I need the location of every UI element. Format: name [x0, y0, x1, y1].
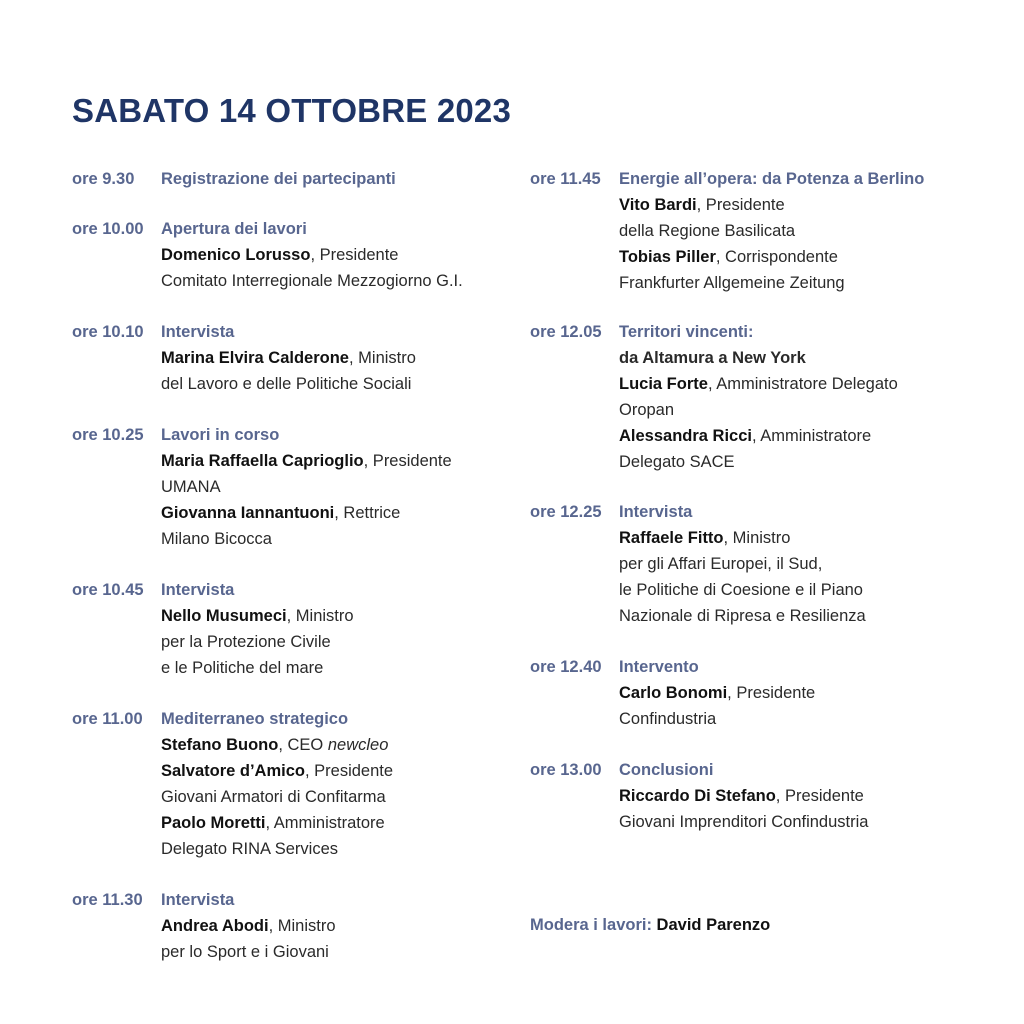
speaker-role: della Regione Basilicata — [619, 222, 796, 240]
page-title: SABATO 14 OTTOBRE 2023 — [72, 92, 512, 129]
speaker-role: , Rettrice — [334, 504, 401, 522]
schedule-entry — [72, 706, 542, 862]
speaker-line — [161, 603, 542, 629]
speaker-name: Domenico Lorusso — [161, 246, 311, 264]
speaker-role: , Presidente — [310, 246, 399, 264]
speaker-line — [619, 603, 1000, 629]
speaker-line — [619, 192, 1000, 218]
speaker-role: Giovani Imprenditori Confindustria — [619, 813, 869, 831]
schedule-entry — [530, 757, 1000, 835]
speaker-line — [161, 242, 542, 268]
speaker-role: Oropan — [619, 401, 675, 419]
speaker-name: Raffaele Fitto — [619, 529, 724, 547]
speaker-line — [161, 784, 542, 810]
speaker-line — [619, 423, 1000, 449]
speaker-role: , Corrispondente — [715, 248, 838, 266]
speaker-line — [619, 218, 1000, 244]
speaker-line — [161, 758, 542, 784]
speaker-name: Vito Bardi — [619, 196, 697, 214]
speaker-role: , Ministro — [268, 917, 336, 935]
speaker-role: per gli Affari Europei, il Sud, — [619, 555, 823, 573]
entry-time: ore 11.45 — [530, 170, 601, 188]
speaker-role: Comitato Interregionale Mezzogiorno G.I. — [161, 272, 463, 290]
speaker-role: , Amministratore — [265, 814, 385, 832]
entry-time: ore 11.30 — [72, 891, 143, 909]
speaker-line — [161, 810, 542, 836]
entry-time: ore 10.45 — [72, 581, 144, 599]
schedule-entry — [530, 499, 1000, 629]
speaker-role: , Amministratore — [751, 427, 872, 445]
speaker-role: , Presidente — [363, 452, 452, 470]
speaker-line — [619, 397, 1000, 423]
speaker-line — [161, 345, 542, 371]
speaker-role: Nazionale di Ripresa e Resilienza — [619, 607, 866, 625]
entry-title-continued: da Altamura a New York — [619, 349, 806, 367]
moderator-label: Modera i lavori: — [530, 916, 652, 934]
entry-title: Intervista — [161, 323, 235, 341]
speaker-name: Alessandra Ricci — [619, 427, 752, 445]
entry-time: ore 11.00 — [72, 710, 143, 728]
speaker-line — [161, 371, 542, 397]
speaker-line — [161, 448, 542, 474]
schedule-entry — [72, 577, 542, 681]
speaker-role: , Ministro — [723, 529, 791, 547]
speaker-line — [619, 551, 1000, 577]
entry-time: ore 10.00 — [72, 220, 144, 238]
speaker-line — [619, 783, 1000, 809]
speaker-role: , Ministro — [286, 607, 354, 625]
schedule-entry — [530, 319, 1000, 475]
speaker-name: Giovanna Iannantuoni — [161, 504, 335, 522]
speaker-role: , Presidente — [304, 762, 394, 780]
speaker-role: Frankfurter Allgemeine Zeitung — [619, 274, 845, 292]
speaker-name: Salvatore d’Amico — [161, 762, 305, 780]
speaker-name: Nello Musumeci — [161, 607, 287, 625]
speaker-name: Andrea Abodi — [161, 917, 269, 935]
speaker-line — [161, 732, 542, 758]
entry-title: Apertura dei lavori — [161, 220, 307, 238]
entry-title: Intervista — [619, 503, 693, 521]
speaker-role: , Ministro — [349, 349, 416, 367]
speaker-line — [161, 939, 542, 965]
speaker-role: per lo Sport e i Giovani — [161, 943, 329, 961]
speaker-line — [161, 655, 542, 681]
speaker-line — [619, 270, 1000, 296]
speaker-line — [161, 836, 542, 862]
speaker-name: Tobias Piller — [619, 248, 716, 266]
schedule-entry — [530, 166, 1000, 296]
speaker-role: e le Politiche del mare — [161, 659, 324, 677]
speaker-role: UMANA — [161, 478, 221, 496]
entry-time: ore 10.10 — [72, 323, 144, 341]
speaker-line — [161, 268, 542, 294]
speaker-name: Carlo Bonomi — [619, 684, 728, 702]
speaker-name: Stefano Buono — [161, 736, 279, 754]
entry-time: ore 10.25 — [72, 426, 144, 444]
speaker-role: del Lavoro e delle Politiche Sociali — [161, 375, 412, 393]
speaker-role: Confindustria — [619, 710, 717, 728]
speaker-role: Giovani Armatori di Confitarma — [161, 788, 386, 806]
schedule-entry — [72, 887, 542, 965]
entry-title: Territori vincenti: — [619, 323, 754, 341]
schedule-entry — [72, 319, 542, 397]
speaker-role: , Presidente — [727, 684, 816, 702]
entry-title: Intervista — [161, 891, 235, 909]
company-name: newcleo — [327, 736, 389, 754]
speaker-role: , Presidente — [775, 787, 864, 805]
entry-time: ore 12.05 — [530, 323, 602, 341]
entry-time: ore 13.00 — [530, 761, 602, 779]
speaker-name: Riccardo Di Stefano — [619, 787, 776, 805]
speaker-line — [619, 371, 1000, 397]
speaker-line — [161, 629, 542, 655]
speaker-line — [619, 809, 1000, 835]
schedule-entry — [530, 654, 1000, 732]
entry-title: Intervento — [619, 658, 699, 676]
speaker-line — [619, 525, 1000, 551]
speaker-line — [619, 680, 1000, 706]
moderator-line — [530, 912, 770, 938]
schedule-entry — [72, 422, 542, 552]
entry-title: Intervista — [161, 581, 235, 599]
speaker-line — [161, 474, 542, 500]
speaker-role: Delegato RINA Services — [161, 840, 338, 858]
entry-title: Lavori in corso — [161, 426, 280, 444]
speaker-name: Maria Raffaella Caprioglio — [161, 452, 364, 470]
schedule-entry — [72, 216, 542, 294]
speaker-role: Milano Bicocca — [161, 530, 272, 548]
speaker-line — [161, 526, 542, 552]
schedule-entry — [72, 166, 542, 192]
entry-time: ore 12.25 — [530, 503, 602, 521]
speaker-line — [619, 244, 1000, 270]
entry-title: Mediterraneo strategico — [161, 710, 349, 728]
speaker-role: , Presidente — [696, 196, 785, 214]
speaker-name: Paolo Moretti — [161, 814, 266, 832]
speaker-line — [619, 577, 1000, 603]
speaker-role: , CEO — [278, 736, 328, 754]
entry-time: ore 12.40 — [530, 658, 602, 676]
speaker-line — [619, 449, 1000, 475]
speaker-role: le Politiche di Coesione e il Piano — [619, 581, 863, 599]
speaker-line — [161, 913, 542, 939]
speaker-role: per la Protezione Civile — [161, 633, 331, 651]
speaker-name: Lucia Forte — [619, 375, 708, 393]
entry-title: Energie all’opera: da Potenza a Berlino — [619, 170, 925, 188]
speaker-role: Delegato SACE — [619, 453, 735, 471]
entry-title: Registrazione dei partecipanti — [161, 170, 396, 188]
entry-title: Conclusioni — [619, 761, 714, 779]
speaker-role: , Amministratore Delegato — [707, 375, 898, 393]
speaker-line — [161, 500, 542, 526]
speaker-name: Marina Elvira Calderone — [161, 349, 349, 367]
entry-time: ore 9.30 — [72, 170, 135, 188]
speaker-line — [619, 706, 1000, 732]
moderator-name: David Parenzo — [656, 916, 771, 934]
